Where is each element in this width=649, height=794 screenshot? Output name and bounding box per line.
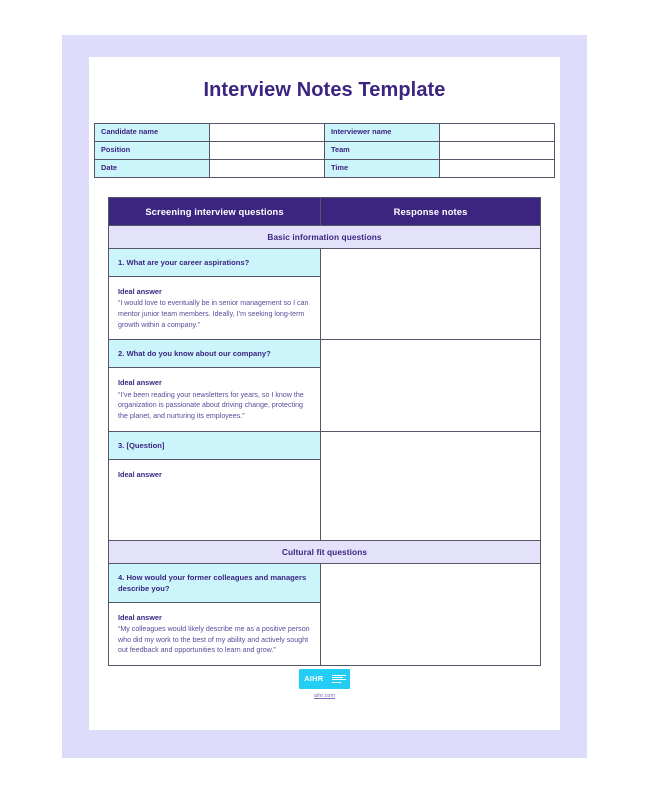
- question-text-3: 3. [Question]: [109, 431, 321, 459]
- field-value-team[interactable]: [440, 142, 555, 160]
- footer-url[interactable]: aihr.com: [313, 693, 336, 699]
- response-notes-3[interactable]: [321, 431, 541, 540]
- candidate-info-body: [95, 124, 555, 178]
- ideal-answer-text-2: “I’ve been reading your newsletters for years, so I know the organization is passionate about driving change, protecting the planet, and nurturing its employees.”: [118, 390, 304, 421]
- table-row: [109, 340, 541, 368]
- response-notes-4[interactable]: [321, 563, 541, 665]
- table-row: [95, 160, 555, 178]
- logo-lines-icon: [332, 674, 346, 684]
- document-page: [89, 57, 560, 730]
- ideal-answer-1: [109, 277, 321, 340]
- column-header-responses: Response notes: [321, 198, 541, 226]
- response-notes-1[interactable]: [321, 249, 541, 340]
- question-text-2: 2. What do you know about our company?: [109, 340, 321, 368]
- field-value-interviewer-name[interactable]: [440, 124, 555, 142]
- column-header-questions: Screening interview questions: [109, 198, 321, 226]
- question-text-4: 4. How would your former colleagues and managers describe you?: [109, 563, 321, 602]
- footer: [89, 669, 560, 699]
- section-band-row: [109, 540, 541, 563]
- field-label-interviewer-name: Interviewer name: [325, 124, 440, 142]
- table-row: [95, 124, 555, 142]
- table-row: [109, 249, 541, 277]
- ideal-answer-4: [109, 602, 321, 665]
- screening-questions-table: [108, 197, 541, 666]
- section-band-cultural-fit: Cultural fit questions: [109, 540, 541, 563]
- ideal-answer-2: [109, 368, 321, 431]
- section-band-row: [109, 226, 541, 249]
- field-value-time[interactable]: [440, 160, 555, 178]
- response-notes-2[interactable]: [321, 340, 541, 431]
- question-text-1: 1. What are your career aspirations?: [109, 249, 321, 277]
- table-row: [109, 431, 541, 459]
- field-value-candidate-name[interactable]: [210, 124, 325, 142]
- candidate-info-table: [94, 123, 555, 178]
- field-label-position: Position: [95, 142, 210, 160]
- field-value-position[interactable]: [210, 142, 325, 160]
- field-label-time: Time: [325, 160, 440, 178]
- ideal-answer-text-1: “I would love to eventually be in senior management so I can mentor junior team members. Ideally, I’m seeking long-term growth within a company.”: [118, 299, 309, 329]
- table-row: [95, 142, 555, 160]
- aihr-logo-text: AIHR: [304, 674, 324, 684]
- ideal-answer-label-2: Ideal answer: [118, 378, 162, 388]
- ideal-answer-label-3: Ideal answer: [118, 469, 162, 479]
- ideal-answer-3: [109, 459, 321, 540]
- field-label-date: Date: [95, 160, 210, 178]
- ideal-answer-text-4: “My colleagues would likely describe me as a positive person who did my work to the best of my ability and actively sought out feedback and opportunities to learn and grow.”: [118, 624, 310, 655]
- field-label-team: Team: [325, 142, 440, 160]
- field-label-candidate-name: Candidate name: [95, 124, 210, 142]
- table-row: [109, 563, 541, 602]
- ideal-answer-label-1: Ideal answer: [118, 287, 162, 296]
- page-title: Interview Notes Template: [203, 79, 446, 101]
- ideal-answer-label-4: Ideal answer: [118, 612, 162, 622]
- screening-questions-body: [109, 198, 541, 666]
- field-value-date[interactable]: [210, 160, 325, 178]
- aihr-logo: [299, 669, 350, 689]
- section-band-basic-information: Basic information questions: [109, 226, 541, 249]
- table-header-row: [109, 198, 541, 226]
